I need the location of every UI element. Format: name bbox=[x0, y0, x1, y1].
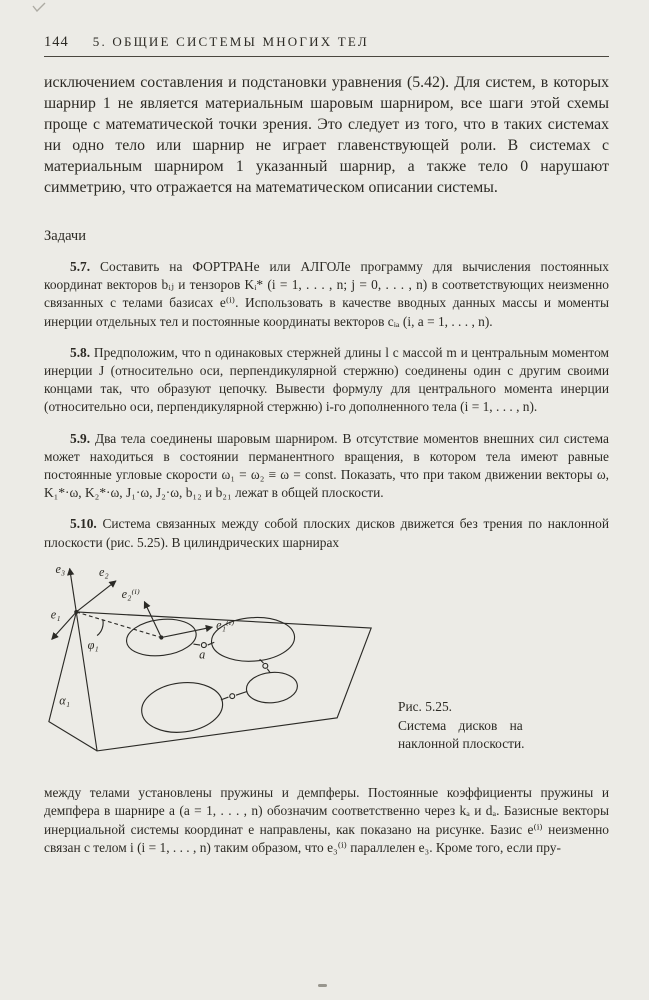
problem-5-7-text: Составить на ФОРТРАНе или АЛГОЛе программу для вычисления постоянных координат векторов bᵢⱼ и тензоров Kᵢ* (i = 1, . . . , n; j = 0, . . . , n) в соответствующих неизменно связанных с телами базисах e⁽ⁱ⁾. Использовать в качестве вводных данных массы и моменты инерции отдельных тел и постоянные координаты векторов cᵢₐ (i, a = 1, . . . , n). bbox=[44, 259, 609, 329]
label-phi: φ₁ bbox=[87, 637, 99, 652]
figure-caption-line1: Рис. 5.25. bbox=[398, 699, 453, 715]
axis-e2 bbox=[76, 581, 116, 612]
problem-5-8 bbox=[44, 344, 609, 417]
problem-5-9-text: Два тела соединены шаровым шарниром. В отсутствие моментов внешних сил система может находиться в состоянии перманентного вращения, в котором тела имеют равные постоянные угловые скорости ω₁ = ω₂ ≡ ω = const. Показать, что при таком движении векторы ω, K₁*·ω, K₂*·ω, J₁·ω, J₂·ω, b₁₂ и b₂₁ лежат в общей плоскости. bbox=[44, 430, 609, 501]
problem-5-10-number: 5.10. bbox=[70, 516, 97, 532]
scan-artifact-check bbox=[32, 2, 46, 12]
link-a2 bbox=[208, 642, 215, 645]
intro-paragraph: исключением составления и подстановки уравнения (5.42). Для систем, в которых шарнир 1 не является материальным шаровым шарниром, все шаги этой схемы проще с математической точки зрения. Это следует из того, что в таких системах ни одно тело или шарнир не играет главенствующей роли. В системах с материальным шарниром 1 указанный шарнир, а также тело 0 нарушают симметрию, что отражается на математическом описании системы. bbox=[44, 74, 609, 196]
label-e2: e₂ bbox=[98, 564, 109, 579]
problem-5-8-number: 5.8. bbox=[70, 344, 91, 360]
problem-5-8-text: Предположим, что n одинаковых стержней длины l с массой m и центральным моментом инерции J (относительно оси, перпендикулярной стержню) соединены один с другим своими концами так, что образуют цепочку. Вывести формулу для центрального момента инерции (относительно оси, перпендикулярной стержню) i-го дополненного тела (i = 1, . . . , n). bbox=[44, 344, 609, 415]
section-heading: Задачи bbox=[44, 228, 86, 244]
figure-5-25-drawing bbox=[44, 560, 394, 784]
phi-angle-arc bbox=[97, 619, 103, 635]
disk-4 bbox=[245, 670, 298, 705]
page-number: 144 bbox=[44, 34, 69, 50]
figure-5-25-block bbox=[44, 560, 609, 784]
figure-caption-line3: наклонной плоскости. bbox=[398, 736, 525, 752]
page-header bbox=[44, 34, 609, 57]
disk1-center-dot bbox=[160, 636, 163, 639]
problem-5-7-number: 5.7. bbox=[70, 259, 91, 274]
problem-5-7 bbox=[44, 258, 609, 331]
problem-5-9 bbox=[44, 430, 609, 503]
hinge-c bbox=[230, 693, 235, 698]
origin-dot bbox=[75, 610, 78, 613]
label-disk-e1i: e₁⁽ⁱ⁾ bbox=[216, 617, 235, 632]
inclined-plane-outline bbox=[76, 612, 371, 751]
problem-5-9-number: 5.9. bbox=[70, 430, 91, 446]
axis-e3 bbox=[70, 568, 77, 611]
link-1a bbox=[193, 644, 200, 645]
scan-artifact-smudge bbox=[318, 984, 327, 987]
problem-5-10 bbox=[44, 515, 609, 551]
problem-5-10-text: Система связанных между собой плоских дисков движется без трения по наклонной плоскости (рис. 5.25). В цилиндрических шарнирах bbox=[44, 516, 609, 550]
disk-3 bbox=[139, 678, 226, 737]
label-alpha: α₁ bbox=[59, 693, 70, 708]
running-title: 5. ОБЩИЕ СИСТЕМЫ МНОГИХ ТЕЛ bbox=[92, 34, 369, 49]
figure-caption bbox=[398, 698, 608, 784]
disk-basis-e1-arrow bbox=[161, 627, 212, 637]
plane-fold-edge bbox=[49, 612, 97, 751]
label-hinge-a: a bbox=[199, 647, 206, 662]
label-e1: e₁ bbox=[50, 607, 61, 622]
link-c4 bbox=[236, 691, 247, 695]
label-disk-e2i: e₂⁽ⁱ⁾ bbox=[121, 586, 140, 601]
label-e3: e₃ bbox=[55, 562, 66, 577]
link-b4 bbox=[267, 669, 270, 673]
hinge-b bbox=[263, 663, 268, 668]
closing-paragraph: между телами установлены пружины и демпферы. Постоянные коэффициенты пружины и демпфера в шарнире a (a = 1, . . . , n) обозначим соответственно через kₐ и dₐ. Базисные векторы инерциальной системы координат e направлены, как показано на рисунке. Базис e⁽ⁱ⁾ неизменно связан с телом i (i = 1, . . . , n) таким образом, что e₃⁽ⁱ⁾ параллелен e₃. Кроме того, если пру- bbox=[44, 784, 609, 856]
figure-caption-line2: Система дисков на bbox=[398, 717, 523, 733]
